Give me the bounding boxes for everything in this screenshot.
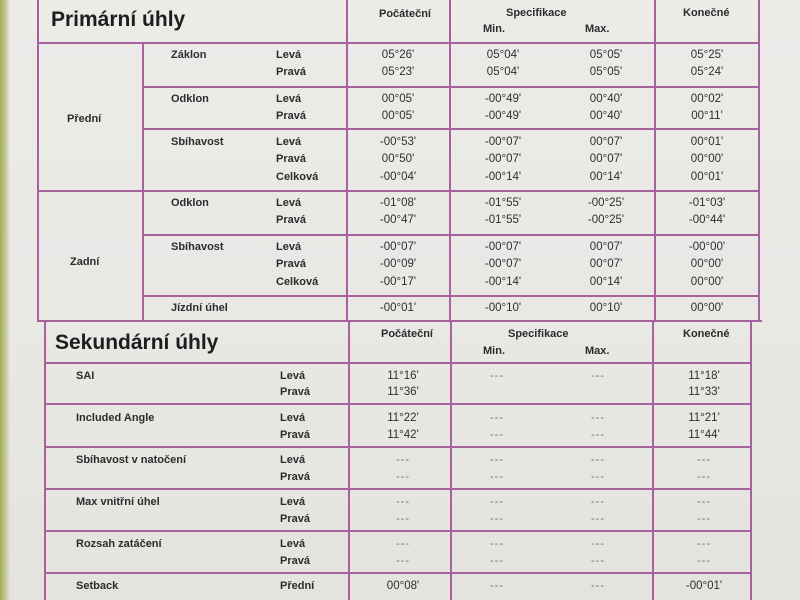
spec-min-value: --- [490, 429, 504, 441]
rule [46, 488, 752, 490]
initial-value: 05°23' [381, 66, 415, 78]
angle-group-label: Odklon [171, 197, 209, 209]
spec-min-value: -00°49' [484, 93, 522, 105]
secondary-header-initial: Počáteční [381, 328, 433, 340]
final-value: 11°18' [688, 370, 720, 382]
final-value: -00°01' [685, 580, 723, 592]
side-label: Levá [276, 49, 302, 61]
rule [142, 295, 760, 297]
primary-header-final: Konečné [683, 7, 730, 19]
final-value: 00°00' [690, 302, 724, 314]
secondary-header-spec: Specifikace [508, 328, 569, 340]
rule [348, 322, 350, 600]
spec-min-value: --- [490, 370, 504, 382]
initial-value: 00°08' [386, 580, 420, 592]
spec-min-value: --- [490, 412, 504, 424]
spec-min-value: -00°14' [484, 171, 522, 183]
initial-value: 05°26' [381, 49, 415, 61]
rule [142, 128, 760, 130]
final-value: --- [697, 454, 711, 466]
angle-group-label: Sbíhavost [171, 136, 224, 148]
spec-min-value: -00°07' [484, 136, 522, 148]
initial-value: --- [396, 555, 410, 567]
final-value: 00°11' [691, 110, 723, 122]
rule [142, 42, 144, 322]
spec-min-value: -00°49' [484, 110, 522, 122]
primary-header-spec: Specifikace [506, 7, 567, 19]
rule [44, 322, 46, 600]
initial-value: -01°08' [379, 197, 417, 209]
spec-min-value: --- [490, 538, 504, 550]
final-value: 00°00' [690, 153, 724, 165]
spec-max-value: 00°10' [589, 302, 623, 314]
initial-value: 00°05' [381, 110, 415, 122]
side-label: Levá [280, 412, 306, 424]
initial-value: 00°05' [381, 93, 415, 105]
side-label: Levá [280, 496, 306, 508]
spec-max-value: 00°40' [589, 110, 623, 122]
rule [450, 322, 452, 600]
rule [37, 0, 39, 322]
spec-max-value: 00°07' [589, 258, 623, 270]
rule [37, 190, 760, 192]
spec-max-value: -00°25' [587, 197, 625, 209]
spec-max-value: --- [591, 538, 605, 550]
rule [449, 0, 451, 322]
side-label: Levá [276, 136, 302, 148]
initial-value: 11°42' [387, 429, 419, 441]
spec-max-value: 05°05' [589, 49, 623, 61]
side-label: Pravá [276, 214, 306, 226]
spec-max-value: --- [591, 555, 605, 567]
final-value: 00°02' [690, 93, 724, 105]
rule [46, 362, 752, 364]
rule [750, 322, 752, 600]
primary-header-min: Min. [483, 23, 505, 35]
spec-min-value: 05°04' [486, 66, 520, 78]
spec-max-value: 00°14' [589, 276, 623, 288]
rule [142, 86, 760, 88]
rear-axle-label: Zadní [70, 256, 100, 268]
spec-min-value: -00°14' [484, 276, 522, 288]
spec-max-value: 00°07' [589, 153, 623, 165]
rule [654, 0, 656, 322]
final-value: 00°01' [690, 171, 724, 183]
rule [37, 42, 760, 44]
side-label: Pravá [280, 555, 310, 567]
initial-value: -00°07' [379, 241, 417, 253]
final-value: --- [697, 471, 711, 483]
spec-max-value: 00°14' [589, 171, 623, 183]
rule [46, 530, 752, 532]
spec-max-value: --- [591, 496, 605, 508]
final-value: 00°00' [690, 276, 724, 288]
final-value: --- [697, 496, 711, 508]
spec-max-value: -00°25' [587, 214, 625, 226]
spec-min-value: --- [490, 555, 504, 567]
final-value: -00°00' [688, 241, 726, 253]
initial-value: --- [396, 454, 410, 466]
angle-group-label: SAI [76, 370, 95, 382]
rule [652, 322, 654, 600]
initial-value: --- [396, 538, 410, 550]
initial-value: -00°09' [379, 258, 417, 270]
side-label: Celková [276, 276, 319, 288]
primary-title: Primární úhly [51, 8, 186, 31]
angle-group-label: Odklon [171, 93, 209, 105]
spec-max-value: --- [591, 513, 605, 525]
side-label: Pravá [280, 471, 310, 483]
spec-max-value: 05°05' [589, 66, 623, 78]
initial-value: -00°04' [379, 171, 417, 183]
rule [46, 572, 752, 574]
page-edge-shadow [0, 0, 10, 600]
spec-min-value: --- [490, 513, 504, 525]
spec-max-value: 00°07' [589, 136, 623, 148]
spec-min-value: --- [490, 454, 504, 466]
initial-value: 11°16' [387, 370, 419, 382]
spec-max-value: 00°07' [589, 241, 623, 253]
rule [142, 234, 760, 236]
spec-max-value: --- [591, 412, 605, 424]
secondary-header-min: Min. [483, 345, 505, 357]
rule [758, 0, 760, 322]
spec-max-value: --- [591, 370, 605, 382]
spec-min-value: -00°07' [484, 258, 522, 270]
side-label: Levá [276, 241, 302, 253]
final-value: 11°44' [688, 429, 720, 441]
side-label: Pravá [280, 513, 310, 525]
initial-value: --- [396, 496, 410, 508]
secondary-title: Sekundární úhly [55, 331, 219, 354]
final-value: 00°01' [690, 136, 724, 148]
spec-max-value: 00°40' [589, 93, 623, 105]
angle-group-label: Rozsah zatáčení [76, 538, 162, 550]
side-label: Levá [280, 370, 306, 382]
side-label: Pravá [276, 153, 306, 165]
final-value: 05°24' [690, 66, 724, 78]
initial-value: -00°17' [379, 276, 417, 288]
primary-header-initial: Počáteční [379, 8, 431, 20]
angle-group-label: Included Angle [76, 412, 155, 424]
final-value: 05°25' [690, 49, 724, 61]
initial-value: -00°01' [379, 302, 417, 314]
side-label: Pravá [280, 386, 310, 398]
spec-min-value: 05°04' [486, 49, 520, 61]
spec-max-value: --- [591, 454, 605, 466]
angle-group-label: Sbíhavost v natočení [76, 454, 187, 466]
initial-value: 11°36' [387, 386, 419, 398]
spec-min-value: --- [490, 580, 504, 592]
final-value: -00°44' [688, 214, 726, 226]
angle-group-label: Max vnitřní úhel [76, 496, 160, 508]
spec-max-value: --- [591, 429, 605, 441]
side-label: Přední [280, 580, 315, 592]
side-label: Celková [276, 171, 319, 183]
spec-min-value: -00°07' [484, 153, 522, 165]
side-label: Pravá [276, 110, 306, 122]
side-label: Levá [280, 538, 306, 550]
initial-value: -00°47' [379, 214, 417, 226]
final-value: --- [697, 555, 711, 567]
spec-min-value: -01°55' [484, 214, 522, 226]
angle-group-label: Jízdní úhel [171, 302, 228, 314]
angle-group-label: Sbíhavost [171, 241, 224, 253]
final-value: -01°03' [688, 197, 726, 209]
final-value: --- [697, 538, 711, 550]
spec-min-value: --- [490, 471, 504, 483]
secondary-header-final: Konečné [683, 328, 730, 340]
rule [46, 403, 752, 405]
side-label: Pravá [276, 66, 306, 78]
initial-value: --- [396, 471, 410, 483]
spec-min-value: -01°55' [484, 197, 522, 209]
spec-min-value: --- [490, 496, 504, 508]
side-label: Levá [280, 454, 306, 466]
secondary-header-max: Max. [585, 345, 610, 357]
side-label: Pravá [280, 429, 310, 441]
side-label: Levá [276, 197, 302, 209]
final-value: 00°00' [690, 258, 724, 270]
final-value: 11°33' [688, 386, 720, 398]
spec-min-value: -00°07' [484, 241, 522, 253]
initial-value: 11°22' [387, 412, 419, 424]
spec-min-value: -00°10' [484, 302, 522, 314]
final-value: --- [697, 513, 711, 525]
angle-group-label: Záklon [171, 49, 207, 61]
side-label: Levá [276, 93, 302, 105]
spec-max-value: --- [591, 580, 605, 592]
initial-value: --- [396, 513, 410, 525]
initial-value: -00°53' [379, 136, 417, 148]
side-label: Pravá [276, 258, 306, 270]
angle-group-label: Setback [76, 580, 119, 592]
primary-header-max: Max. [585, 23, 610, 35]
rule [346, 0, 348, 322]
initial-value: 00°50' [381, 153, 415, 165]
rule [46, 446, 752, 448]
final-value: 11°21' [688, 412, 720, 424]
spec-max-value: --- [591, 471, 605, 483]
front-axle-label: Přední [67, 113, 102, 125]
